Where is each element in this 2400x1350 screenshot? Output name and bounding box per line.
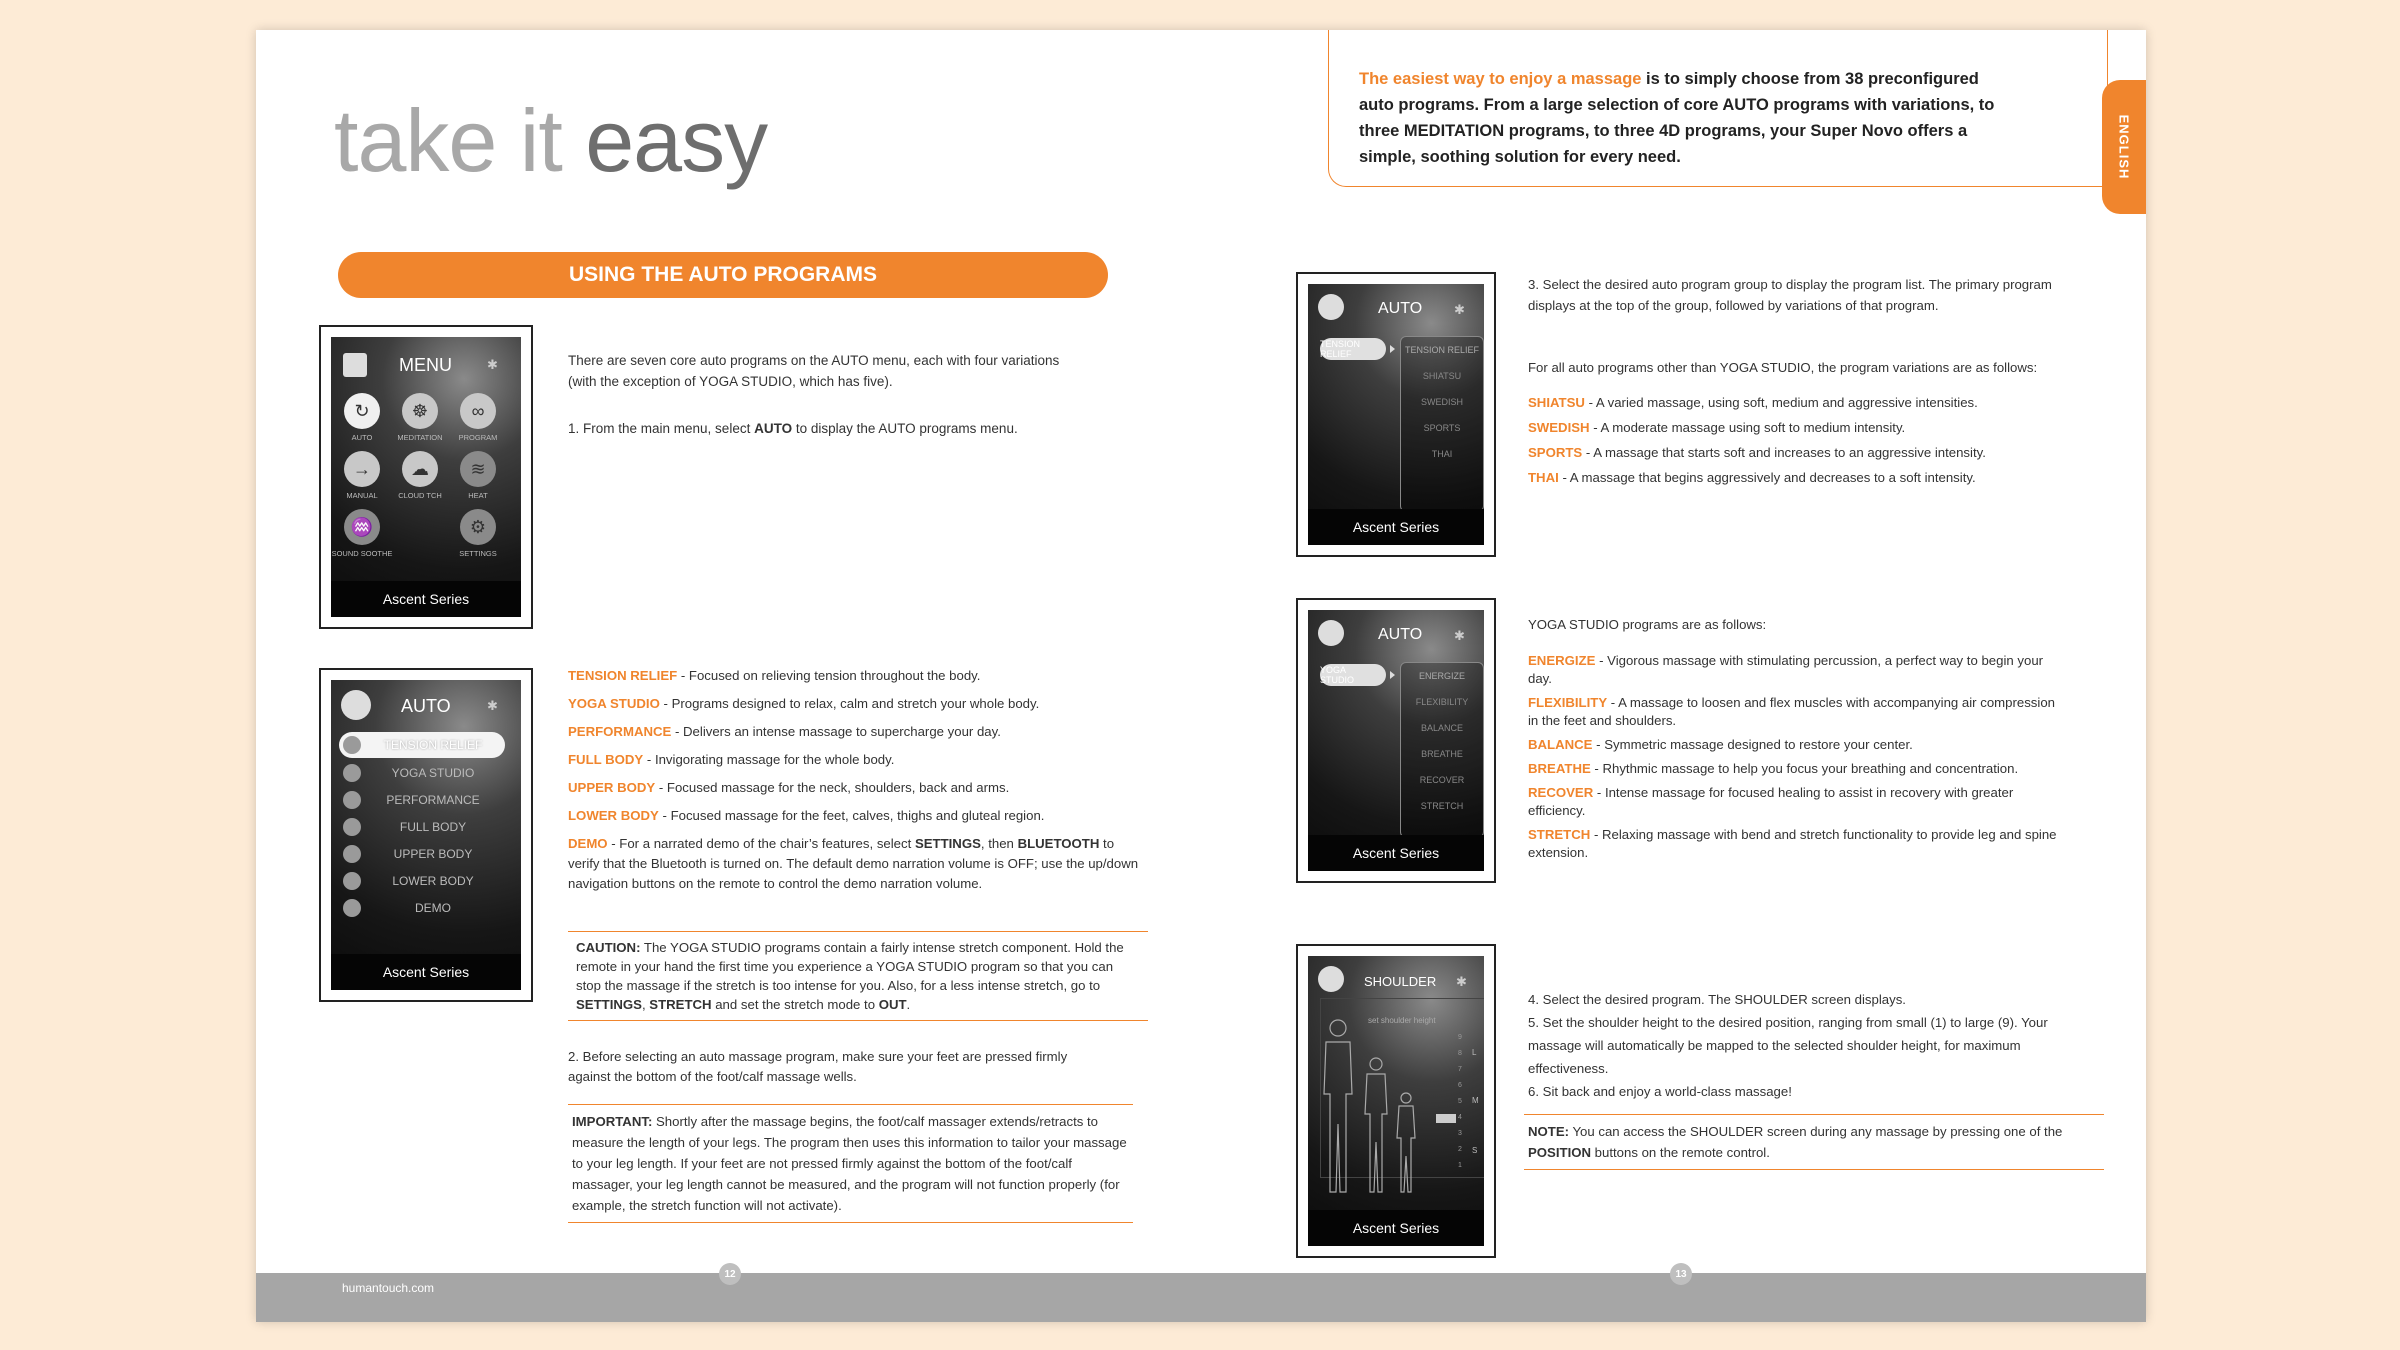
yoga-name: ENERGIZE bbox=[1528, 653, 1596, 668]
variation-item: ENERGIZE bbox=[1418, 671, 1465, 681]
brochure-spread bbox=[256, 30, 2146, 1322]
manual-icon: → bbox=[344, 451, 380, 487]
auto-item-yoga-studio bbox=[339, 760, 505, 786]
caution-bold: SETTINGS bbox=[576, 997, 642, 1012]
heat-icon: ≋ bbox=[460, 451, 496, 487]
scale-number: 7 bbox=[1458, 1066, 1462, 1073]
yoga-name: FLEXIBILITY bbox=[1528, 695, 1608, 710]
yoga-stretch bbox=[1528, 826, 2068, 862]
yoga-name: STRETCH bbox=[1528, 827, 1591, 842]
scale-number: 8 bbox=[1458, 1050, 1462, 1057]
variation-thai bbox=[1528, 468, 2128, 488]
shoulder-screen-device bbox=[1296, 944, 1496, 1258]
program-name: FULL BODY bbox=[568, 752, 644, 767]
scale-number: 2 bbox=[1458, 1146, 1462, 1153]
auto-item-full-body bbox=[339, 814, 505, 840]
size-label: L bbox=[1472, 1048, 1477, 1057]
auto-icon bbox=[341, 690, 371, 720]
variation-name: SHIATSU bbox=[1528, 395, 1585, 410]
shoulder-screen-footer: Ascent Series bbox=[1308, 1210, 1484, 1246]
menu-label-heat: HEAT bbox=[468, 491, 488, 500]
note-label: NOTE: bbox=[1528, 1124, 1570, 1139]
demo-icon bbox=[343, 899, 361, 917]
bluetooth-icon: ✱ bbox=[1456, 974, 1467, 989]
arrow-right-icon bbox=[1390, 671, 1395, 679]
program-performance bbox=[568, 722, 1148, 742]
auto-item-label: DEMO bbox=[415, 901, 451, 915]
caution-text: The YOGA STUDIO programs contain a fairly intense stretch component. Hold the remote in your hand the first time you experience a YOGA STUDIO program so that you can stop the massage if the stretch is too intense for you. Also, for a less intense stretch, go to bbox=[576, 940, 1124, 993]
auto-list-screen bbox=[331, 680, 521, 990]
yoga-name: RECOVER bbox=[1528, 785, 1594, 800]
menu-label-manual: MANUAL bbox=[346, 491, 378, 500]
shoulder-height-slider bbox=[1436, 1114, 1456, 1123]
program-upper-body bbox=[568, 778, 1148, 798]
yoga-desc: - Symmetric massage designed to restore your center. bbox=[1592, 737, 1913, 752]
tension-screen-footer: Ascent Series bbox=[1308, 509, 1484, 545]
menu-screen-device bbox=[319, 325, 533, 629]
menu-label-auto: AUTO bbox=[351, 433, 373, 442]
language-tab bbox=[2102, 80, 2146, 214]
tension-relief-screen-device bbox=[1296, 272, 1496, 557]
program-desc: - Focused on relieving tension throughout the body. bbox=[677, 668, 981, 683]
intro-highlight: The easiest way to enjoy a massage bbox=[1359, 70, 1642, 88]
tension-relief-screen bbox=[1308, 284, 1484, 545]
performance-icon bbox=[343, 791, 361, 809]
auto-intro-paragraph: There are seven core auto programs on the AUTO menu, each with four variations (with the exception of YOGA STUDIO, which has five). bbox=[568, 353, 1060, 389]
auto-item-lower-body bbox=[339, 868, 505, 894]
menu-screen-footer: Ascent Series bbox=[331, 581, 521, 617]
bluetooth-icon: ✱ bbox=[487, 357, 498, 372]
step-6: 6. Sit back and enjoy a world-class massage! bbox=[1528, 1084, 1792, 1099]
auto-item-performance bbox=[339, 787, 505, 813]
step-3: 3. Select the desired auto program group to display the program list. The primary program displays at the top of the group, followed by variations of that program. bbox=[1528, 277, 2052, 313]
scale-number: 6 bbox=[1458, 1082, 1462, 1089]
variation-item: THAI bbox=[1431, 449, 1453, 459]
yoga-name: BREATHE bbox=[1528, 761, 1591, 776]
important-text: Shortly after the massage begins, the foot/calf massager extends/retracts to measure the length of your legs. The program then uses this information to tailor your massage to your leg length. If your feet are not pressed firmly against the bottom of the foot/calf massager, your leg length cannot be measured, and the program will not function properly (for example, the stretch function will not activate). bbox=[572, 1114, 1127, 1213]
menu-screen bbox=[331, 337, 521, 617]
yoga-balance bbox=[1528, 736, 2068, 754]
auto-icon bbox=[1318, 620, 1344, 646]
variation-item: SHIATSU bbox=[1422, 371, 1462, 381]
menu-screen-title: MENU bbox=[399, 355, 452, 375]
program-desc: - Programs designed to relax, calm and stretch your whole body. bbox=[659, 696, 1040, 711]
note-text: You can access the SHOULDER screen during any massage by pressing one of the bbox=[1569, 1124, 2063, 1139]
yoga-studio-screen-device bbox=[1296, 598, 1496, 883]
variation-desc: - A varied massage, using soft, medium and aggressive intensities. bbox=[1584, 395, 1978, 410]
size-label: S bbox=[1472, 1146, 1478, 1155]
section-banner: USING THE AUTO PROGRAMS bbox=[338, 252, 1108, 298]
program-lower-body bbox=[568, 806, 1148, 826]
yoga-name: BALANCE bbox=[1528, 737, 1593, 752]
shoulder-screen bbox=[1308, 956, 1484, 1246]
sound-soothe-icon: ♒ bbox=[344, 509, 380, 545]
caution-text: . bbox=[906, 997, 911, 1012]
intro-text: is to simply choose from 38 preconfigured auto programs. From a large selection of core AUTO programs with variations, to three MEDITATION programs, to three 4D programs, your Super Novo offers a simple, soothing solution for every need. bbox=[1359, 70, 1995, 166]
menu-label-program: PROGRAM bbox=[458, 433, 498, 442]
scale-number: 5 bbox=[1458, 1098, 1462, 1105]
variation-item: TENSION RELIEF bbox=[1404, 345, 1479, 355]
yoga-variation-list bbox=[1400, 662, 1484, 838]
tension-relief-icon bbox=[343, 736, 361, 754]
program-name: UPPER BODY bbox=[568, 780, 656, 795]
variation-shiatsu bbox=[1528, 393, 2128, 413]
shoulder-scale bbox=[1458, 1034, 1484, 1184]
demo-bold: BLUETOOTH bbox=[1017, 836, 1100, 851]
page-number-left: 12 bbox=[719, 1263, 741, 1285]
auto-item-upper-body bbox=[339, 841, 505, 867]
bluetooth-icon: ✱ bbox=[1454, 628, 1465, 643]
variation-item: BREATHE bbox=[1421, 749, 1463, 759]
step-5: 5. Set the shoulder height to the desired position, ranging from small (1) to large (9). Your massage will automatically be mapped to the selected shoulder height, for maximum effectiveness. bbox=[1528, 1015, 2048, 1076]
program-name: TENSION RELIEF bbox=[568, 668, 678, 683]
caution-label: CAUTION: bbox=[576, 940, 641, 955]
variation-desc: - A massage that begins aggressively and decreases to a soft intensity. bbox=[1558, 470, 1976, 485]
auto-item-demo bbox=[339, 895, 505, 921]
language-tab-label: ENGLISH bbox=[2116, 114, 2132, 180]
bluetooth-icon: ✱ bbox=[487, 698, 498, 713]
cloud-touch-icon: ☁ bbox=[402, 451, 438, 487]
step-4: 4. Select the desired program. The SHOULDER screen displays. bbox=[1528, 992, 1906, 1007]
title-dark: easy bbox=[585, 91, 768, 190]
title-light: take it bbox=[334, 91, 586, 190]
auto-item-label: FULL BODY bbox=[399, 820, 467, 834]
yoga-list bbox=[1528, 652, 2068, 868]
caution-text: and set the stretch mode to bbox=[711, 997, 879, 1012]
arrow-right-icon bbox=[1390, 345, 1395, 353]
shoulder-screen-title: SHOULDER bbox=[1364, 974, 1437, 989]
tension-variation-list bbox=[1400, 336, 1484, 512]
yoga-energize bbox=[1528, 652, 2068, 688]
menu-label-settings: SETTINGS bbox=[459, 549, 497, 558]
auto-item-tension-relief bbox=[339, 732, 505, 758]
demo-text: , then bbox=[980, 836, 1018, 851]
page-title bbox=[334, 90, 767, 192]
auto-item-label: YOGA STUDIO bbox=[391, 766, 475, 780]
menu-label-cloud: CLOUD TCH bbox=[398, 491, 442, 500]
program-name: PERFORMANCE bbox=[568, 724, 672, 739]
tension-screen-title: AUTO bbox=[1378, 300, 1423, 317]
auto-list-screen-device bbox=[319, 668, 533, 1002]
auto-item-label: TENSION RELIEF bbox=[383, 738, 483, 752]
footer-site: humantouch.com bbox=[342, 1281, 435, 1295]
auto-icon: ↻ bbox=[344, 393, 380, 429]
step-1 bbox=[568, 418, 1088, 439]
note-bold: POSITION bbox=[1528, 1145, 1592, 1160]
variation-item: RECOVER bbox=[1419, 775, 1465, 785]
variation-name: SWEDISH bbox=[1528, 420, 1590, 435]
step-1-text-end: to display the AUTO programs menu. bbox=[792, 421, 1018, 436]
important-label: IMPORTANT: bbox=[572, 1114, 653, 1129]
program-desc: - Invigorating massage for the whole body. bbox=[643, 752, 895, 767]
program-name: LOWER BODY bbox=[568, 808, 659, 823]
auto-item-label: LOWER BODY bbox=[392, 874, 474, 888]
yoga-recover bbox=[1528, 784, 2068, 820]
page-number-right: 13 bbox=[1670, 1263, 1692, 1285]
variation-desc: - A massage that starts soft and increases to an aggressive intensity. bbox=[1582, 445, 1986, 460]
yoga-studio-pill: YOGA STUDIO bbox=[1320, 664, 1386, 686]
demo-text: - For a narrated demo of the chair’s features, select bbox=[607, 836, 915, 851]
variation-item: FLEXIBILITY bbox=[1415, 697, 1469, 707]
program-desc: - Focused massage for the feet, calves, thighs and gluteal region. bbox=[658, 808, 1045, 823]
lower-body-icon bbox=[343, 872, 361, 890]
auto-item-label: UPPER BODY bbox=[393, 847, 473, 861]
yoga-breathe bbox=[1528, 760, 2068, 778]
intro-box bbox=[1328, 30, 2108, 187]
step-2: 2. Before selecting an auto massage program, make sure your feet are pressed firmly against the bottom of the foot/calf massage wells. bbox=[568, 1049, 1068, 1084]
tension-relief-pill: TENSION RELIEF bbox=[1320, 338, 1386, 360]
yoga-intro: YOGA STUDIO programs are as follows: bbox=[1528, 617, 1767, 632]
scale-number: 9 bbox=[1458, 1034, 1462, 1041]
step-1-bold: AUTO bbox=[754, 421, 793, 436]
size-label: M bbox=[1472, 1096, 1479, 1105]
yoga-screen-title: AUTO bbox=[1378, 626, 1423, 643]
program-desc: - Focused massage for the neck, shoulders, back and arms. bbox=[655, 780, 1010, 795]
variation-swedish bbox=[1528, 418, 2128, 438]
caution-bold: STRETCH bbox=[649, 997, 712, 1012]
auto-list-footer: Ascent Series bbox=[331, 954, 521, 990]
variation-item: SPORTS bbox=[1423, 423, 1461, 433]
variation-item: BALANCE bbox=[1420, 723, 1464, 733]
program-list bbox=[568, 666, 1148, 902]
bluetooth-icon: ✱ bbox=[1454, 302, 1465, 317]
footer-bar bbox=[256, 1273, 2146, 1322]
program-icon: ∞ bbox=[460, 393, 496, 429]
program-name: DEMO bbox=[568, 836, 608, 851]
auto-item-label: PERFORMANCE bbox=[386, 793, 480, 807]
yoga-studio-screen bbox=[1308, 610, 1484, 871]
shoulder-icon bbox=[1318, 966, 1344, 992]
auto-list-title: AUTO bbox=[401, 696, 451, 716]
auto-icon bbox=[1318, 294, 1344, 320]
variation-desc: - A moderate massage using soft to medium intensity. bbox=[1589, 420, 1906, 435]
program-full-body bbox=[568, 750, 1148, 770]
demo-bold: SETTINGS bbox=[914, 836, 981, 851]
yoga-studio-icon bbox=[343, 764, 361, 782]
program-name: YOGA STUDIO bbox=[568, 696, 660, 711]
upper-body-icon bbox=[343, 845, 361, 863]
important-box bbox=[568, 1104, 1133, 1223]
menu-icon bbox=[343, 353, 367, 377]
caution-bold: OUT bbox=[878, 997, 907, 1012]
variation-sports bbox=[1528, 443, 2128, 463]
menu-label-meditation: MEDITATION bbox=[397, 433, 443, 442]
yoga-desc: - Relaxing massage with bend and stretch functionality to provide leg and spine extension. bbox=[1528, 827, 2057, 860]
program-yoga-studio bbox=[568, 694, 1148, 714]
step-1-text: 1. From the main menu, select bbox=[568, 421, 755, 436]
body-silhouettes-icon bbox=[1316, 1014, 1426, 1194]
yoga-desc: - Vigorous massage with stimulating percussion, a perfect way to begin your day. bbox=[1528, 653, 2044, 686]
steps-4-6 bbox=[1528, 988, 2068, 1103]
variation-name: THAI bbox=[1528, 470, 1559, 485]
scale-number: 1 bbox=[1458, 1162, 1462, 1169]
variation-name: SPORTS bbox=[1528, 445, 1583, 460]
settings-gear-icon: ⚙ bbox=[460, 509, 496, 545]
meditation-icon: ☸ bbox=[402, 393, 438, 429]
yoga-flexibility bbox=[1528, 694, 2068, 730]
variations-intro: For all auto programs other than YOGA STUDIO, the program variations are as follows: bbox=[1528, 360, 2038, 375]
full-body-icon bbox=[343, 818, 361, 836]
yoga-desc: - A massage to loosen and flex muscles with accompanying air compression in the feet and shoulders. bbox=[1528, 695, 2055, 728]
variation-item: SWEDISH bbox=[1420, 397, 1463, 407]
variation-item: STRETCH bbox=[1420, 801, 1464, 811]
yoga-screen-footer: Ascent Series bbox=[1308, 835, 1484, 871]
variation-list bbox=[1528, 393, 2128, 493]
caution-box bbox=[568, 931, 1148, 1021]
caution-text: , bbox=[641, 997, 650, 1012]
yoga-desc: - Intense massage for focused healing to assist in recovery with greater efficiency. bbox=[1528, 785, 2014, 818]
note-text: buttons on the remote control. bbox=[1591, 1145, 1770, 1160]
program-demo bbox=[568, 834, 1148, 894]
yoga-desc: - Rhythmic massage to help you focus your breathing and concentration. bbox=[1590, 761, 2019, 776]
menu-label-sound: SOUND SOOTHE bbox=[331, 549, 393, 558]
scale-number: 3 bbox=[1458, 1130, 1462, 1137]
shoulder-subtitle: set shoulder height bbox=[1368, 1016, 1436, 1025]
demo-text: to verify that the Bluetooth is turned on. The default demo narration volume is OFF; use the up/down navigation buttons on the remote to control the demo narration volume. bbox=[568, 836, 1139, 891]
program-desc: - Delivers an intense massage to supercharge your day. bbox=[671, 724, 1001, 739]
note-box bbox=[1524, 1114, 2104, 1170]
scale-number: 4 bbox=[1458, 1114, 1462, 1121]
program-tension-relief bbox=[568, 666, 1148, 686]
